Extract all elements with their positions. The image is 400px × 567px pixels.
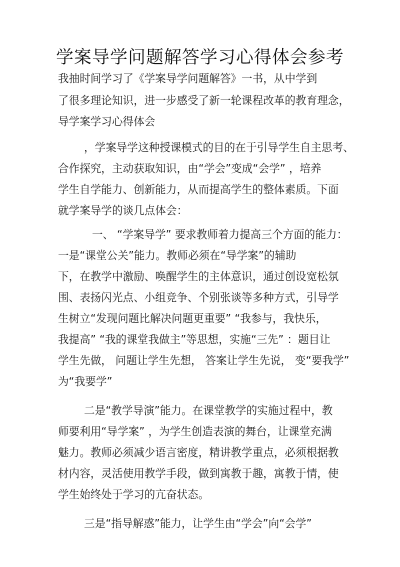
text-line: ，学案导学这种授课模式的目的在于引导学生自主思考、	[84, 141, 354, 154]
text-line: 就学案导学的谈几点体会：	[58, 204, 188, 217]
text-line: 学生始终处于学习的亢奋状态。	[58, 488, 210, 501]
text-line: 为“我要学”	[58, 375, 113, 388]
text-line: 下，在教学中激励、唤醒学生的主体意识，通过创设宽松氛	[58, 270, 339, 283]
document-title: 学案导学问题解答学习心得体会参考	[56, 48, 344, 68]
text-line: 生树立“发现问题比解决问题更重要” “我参与，我快乐，	[58, 312, 327, 325]
text-line: 学生先做， 问题让学生先想， 答案让学生先说， 变“要我学”	[58, 354, 350, 367]
text-line: 了很多理论知识，进一步感受了新一轮课程改革的教育理念，	[58, 94, 350, 107]
text-line: 我提高” “我的课堂我做主”等思想，实施“三先” ：题目让	[58, 333, 331, 346]
text-line: 学生自学能力、创新能力，从而提高学生的整体素质。下面	[58, 183, 339, 196]
text-line: 魅力。教师必须减少语言密度，精讲教学重点，必须根据教	[58, 446, 339, 459]
text-line: 三是“指导解惑”能力，让学生由“学会”向“会学”	[84, 517, 312, 530]
text-line: 合作探究，主动获取知识，由“学会”变成“会学” ，培养	[58, 162, 322, 175]
text-line: 二是“教学导演”能力。在课堂教学的实施过程中，教	[84, 404, 333, 417]
text-line: 我抽时间学习了《学案导学问题解答》一书，从中学到	[58, 72, 318, 85]
text-line: 一是“课堂公关”能力。教师必须在“导学案”的辅助	[58, 249, 297, 262]
text-line: 一、 “学案导学” 要求教师着力提高三个方面的能力：	[92, 228, 348, 241]
text-line: 围、表扬闪光点、小组竞争、个别张谈等多种方式，引导学	[58, 291, 339, 304]
text-line: 师要利用“导学案” ，为学生创造表演的舞台，让课堂充满	[58, 425, 332, 438]
text-line: 导学案学习心得体会	[58, 115, 156, 128]
text-line: 材内容，灵活使用教学手段，做到寓教于趣，寓教于情，使	[58, 467, 339, 480]
